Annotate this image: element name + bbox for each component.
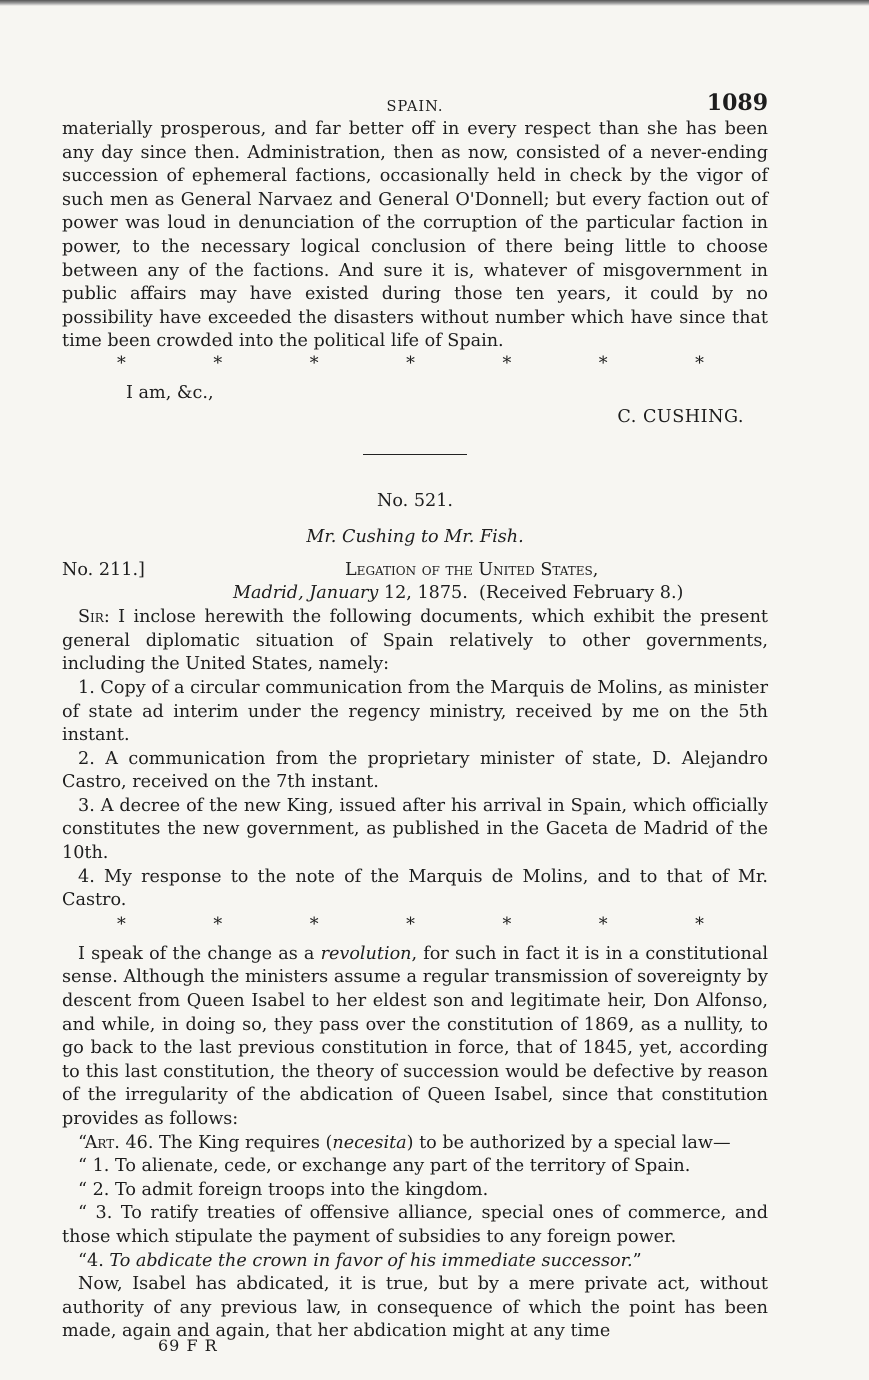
document-title: Mr. Cushing to Mr. Fish. (306, 526, 524, 547)
ellipsis-stars (62, 354, 768, 374)
star: * (695, 914, 704, 935)
legation-name: Legation of the United States, (345, 560, 599, 581)
emphasis: necesita (332, 1132, 407, 1153)
article-clause: “ 2. To admit foreign troops into the kingdom. (78, 1179, 489, 1200)
star: * (502, 914, 512, 935)
text-run: ) to be authorized by a special law— (406, 1132, 731, 1153)
date-place: Madrid, January (233, 583, 379, 604)
letter-closing (62, 374, 768, 427)
article-clause: “ 1. To alienate, cede, or exchange any part of the territory of Spain. (78, 1156, 691, 1177)
star: * (309, 353, 319, 374)
text-run: I speak of the change as a (78, 943, 321, 964)
star: * (598, 914, 608, 935)
article-clause (62, 1250, 768, 1274)
signer-name: C. CUSHING. (617, 406, 744, 427)
closing-phrase: I am, &c., (126, 382, 214, 403)
intro-paragraph (62, 606, 768, 677)
list-item: 4. My response to the note of the Marquis de Molins, and to that of Mr. Castro. (62, 866, 768, 911)
running-head: SPAIN. (386, 99, 444, 115)
salutation: Sir: (78, 607, 110, 628)
received-note: (Received February 8.) (479, 583, 684, 604)
article-quote (62, 1132, 768, 1156)
page-header (62, 92, 768, 118)
emphasis: revolution (320, 943, 412, 964)
star: * (695, 353, 704, 374)
text-run: 46. The King requires ( (119, 1132, 333, 1153)
star: * (213, 353, 223, 374)
emphasis: To abdicate the crown in favor of his immediate successor. (109, 1250, 633, 1271)
document-number: No. 521. (376, 490, 454, 511)
article-clause: “ 3. To ratify treaties of offensive alliance, special ones of commerce, and those which stipulate the payment of subsidies to any foreign power. (62, 1203, 768, 1247)
text-run: , for such in fact it is in a constitutional sense. Although the ministers assume a regular transmission of sovereignty by descent from Queen Isabel to her eldest son and legitimate heir, Don Alfonso, and while, in doing so, they pass over the constitution of 1869, as a nullity, to go back to the last previous constitution in force, that of 1845, yet, according to this last constitution, the theory of succession would be defective by reason of the irregularity of the abdication of Queen Isabel, since that constitution provides as follows: (62, 943, 768, 1129)
section-divider (363, 454, 467, 455)
top-rule (0, 0, 869, 6)
text-run: ” (632, 1250, 642, 1271)
star: * (502, 353, 512, 374)
star: * (117, 353, 126, 374)
body-paragraph (62, 943, 768, 1132)
star: * (598, 353, 608, 374)
star: * (117, 914, 126, 935)
list-item: 3. A decree of the new King, issued after his arrival in Spain, which officially constitutes the new government, as published in the Gaceta de Madrid of the 10th. (62, 795, 768, 864)
star: * (406, 353, 415, 374)
text-run: “4. (78, 1250, 110, 1271)
list-item: 1. Copy of a circular communication from the Marquis de Molins, as minister of state ad interim under the regency ministry, received by me on the 5th instant. (62, 677, 768, 746)
dispatch-heading (62, 559, 768, 606)
printer-signature: 69 F R (158, 1336, 218, 1355)
date-rest: 12, 1875. (378, 583, 468, 604)
star: * (406, 914, 415, 935)
article-label: “Art. (78, 1132, 120, 1153)
final-paragraph: Now, Isabel has abdicated, it is true, but by a mere private act, without authority of any previous law, in consequence of which the point has been made, again and again, that her abdication might at any time (62, 1274, 768, 1342)
letter-paragraph: materially prosperous, and far better off in every respect than she has been any day since then. Administration, then as now, consisted of a never-ending succession of ephemeral factions, occasionally held in check by the vigor of such men as General Narvaez and General O'Donnell; but every faction out of power was loud in denunciation of the corruption of the particular faction in power, to the necessary logical conclusion of there being little to choose between any of the factions. And sure it is, whatever of misgovernment in public affairs may have existed during those ten years, it could by no possibility have exceeded the disasters without number which have since that time been crowded into the political life of Spain. (62, 119, 768, 352)
star: * (309, 914, 319, 935)
star: * (213, 914, 223, 935)
dateline (233, 582, 683, 606)
list-item: 2. A communication from the proprietary minister of state, D. Alejandro Castro, received on the 7th instant. (62, 748, 768, 793)
intro-text: I inclose herewith the following documents, which exhibit the present general diplomatic situation of Spain relatively to other governments, including the United States, namely: (62, 607, 768, 675)
document-page (62, 92, 768, 1344)
dispatch-number: No. 211.] (62, 560, 145, 581)
page-number: 1089 (706, 90, 768, 116)
ellipsis-stars (62, 915, 768, 935)
